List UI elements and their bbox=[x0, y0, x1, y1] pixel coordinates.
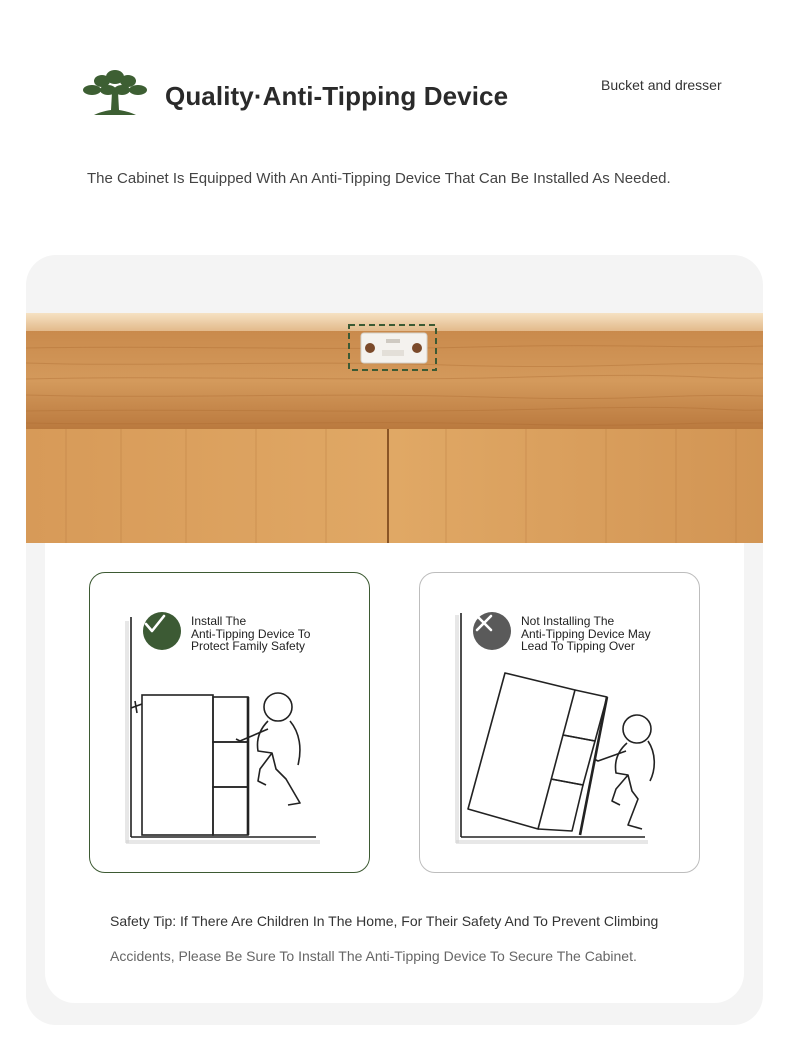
tree-icon bbox=[82, 68, 148, 118]
anchored-cabinet-illustration bbox=[90, 573, 371, 874]
product-tag: Bucket and dresser bbox=[601, 77, 722, 93]
page-title: Quality·Anti-Tipping Device bbox=[165, 81, 509, 111]
safety-tip-line2: Accidents, Please Be Sure To Install The Anti-Tipping Device To Secure The Cabinet. bbox=[110, 948, 637, 964]
safety-tip-line1: Safety Tip: If There Are Children In The Home, For Their Safety And To Prevent Climbing bbox=[110, 913, 659, 929]
cabinet-photo bbox=[26, 313, 763, 543]
page-subtitle: The Cabinet Is Equipped With An Anti-Tipping Device That Can Be Installed As Needed. bbox=[87, 170, 671, 187]
tipping-cabinet-illustration bbox=[420, 573, 701, 874]
install-caption: Install The Anti-Tipping Device To Protect Family Safety bbox=[191, 614, 311, 654]
install-example bbox=[89, 572, 370, 873]
no-install-example bbox=[419, 572, 700, 873]
no-install-caption: Not Installing The Anti-Tipping Device May Lead To Tipping Over bbox=[521, 614, 651, 654]
